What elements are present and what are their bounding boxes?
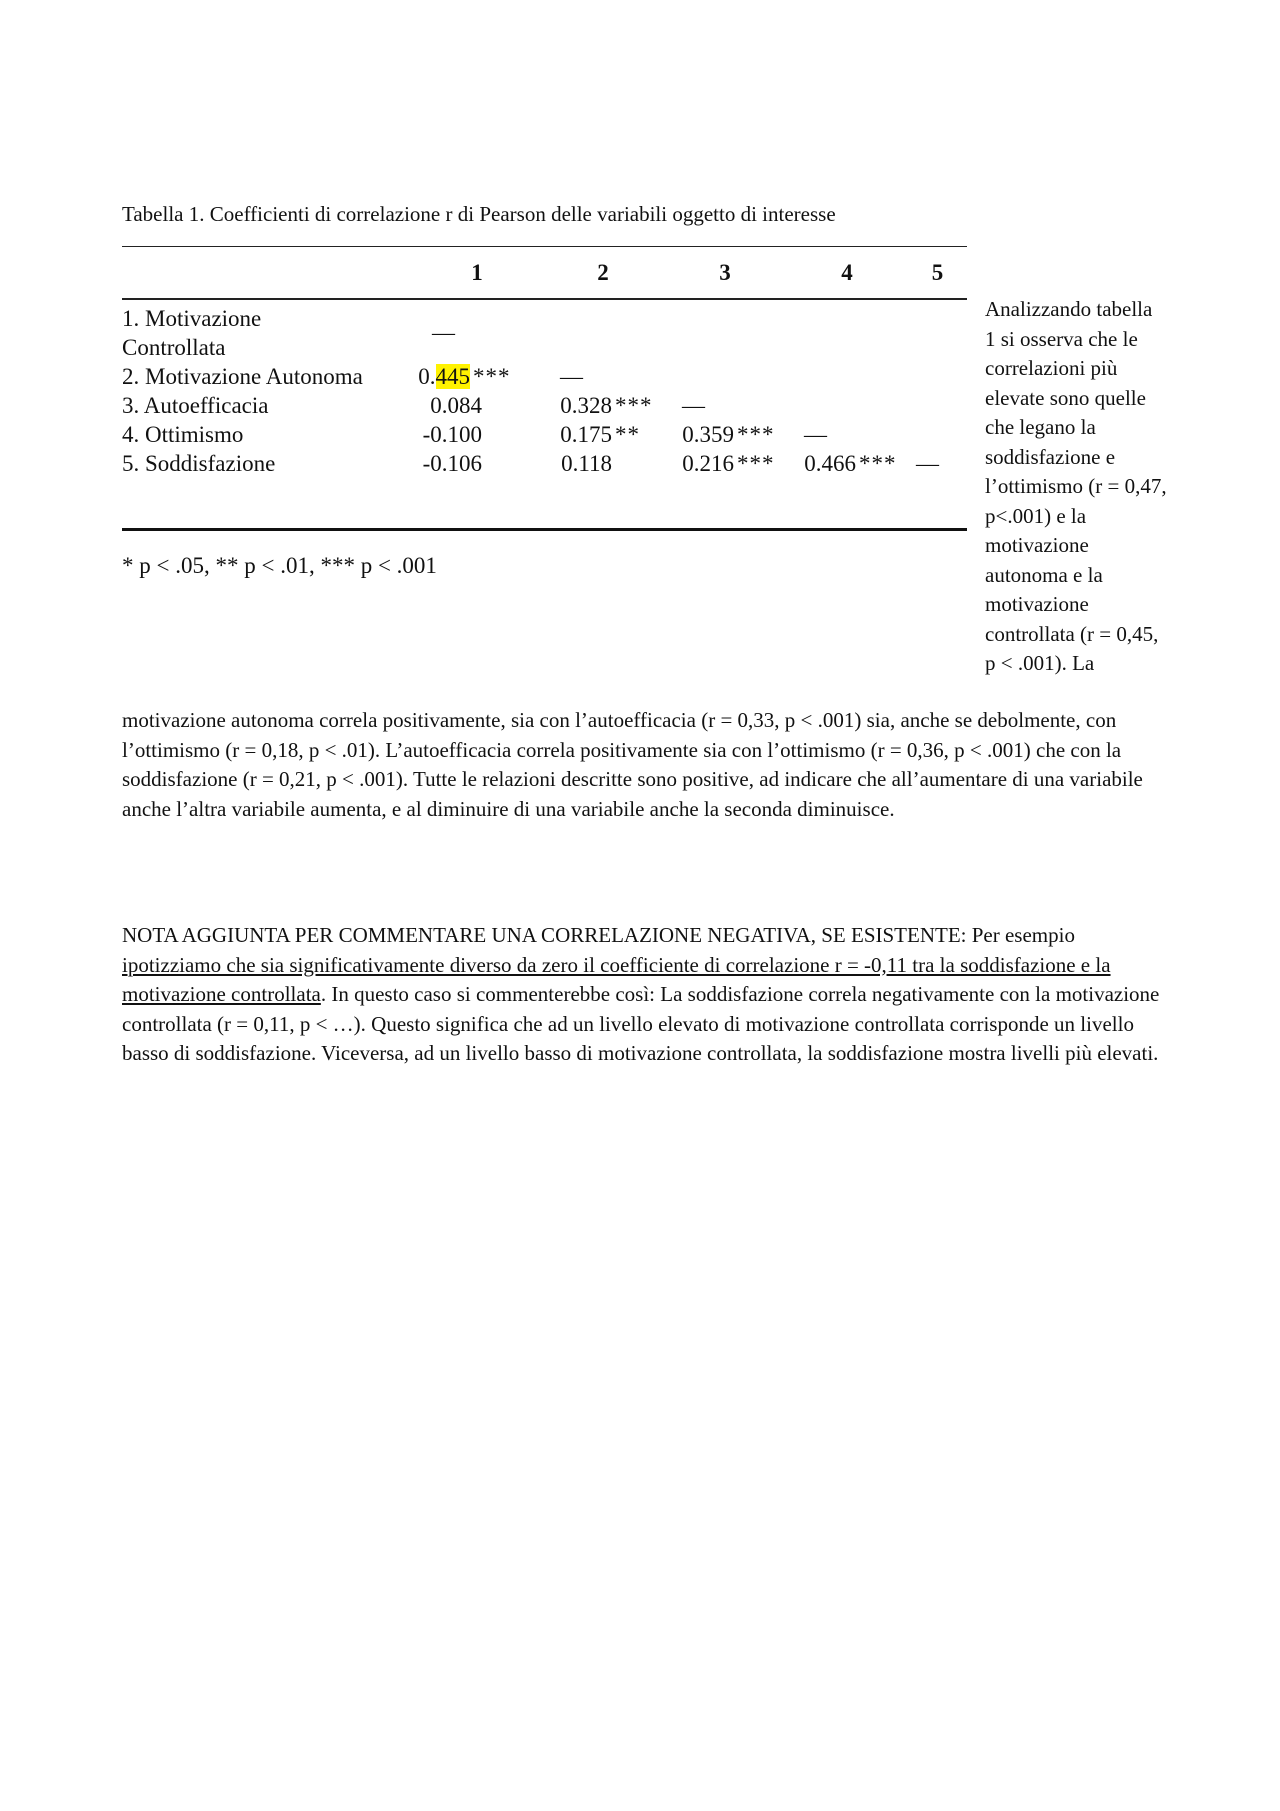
cell-value: 0.084 [430, 392, 482, 418]
note-underlined-text: ipotizziamo che sia significativamente diverso da zero il coefficiente di correlazione r = -0,11 tra la soddisfazione e la motivazione controllata [122, 952, 1111, 1006]
header-col-1: 1 [412, 247, 542, 299]
table-cell [412, 362, 542, 391]
table-header-row [122, 247, 967, 299]
row-label: 2. Motivazione Autonoma [122, 363, 363, 389]
table-row [122, 391, 967, 420]
cell-value: -0.106 [422, 450, 482, 476]
diagonal-dash: — [432, 320, 455, 345]
table-cell [412, 391, 542, 420]
row-label-line: Controllata [122, 334, 226, 360]
table-caption: Tabella 1. Coefficienti di correlazione r di Pearson delle variabili oggetto di interesse [122, 202, 836, 226]
cell-value: 0.175 [560, 421, 612, 447]
significance-stars: *** [615, 392, 653, 418]
significance-stars: ** [615, 421, 640, 447]
significance-stars: *** [737, 421, 775, 447]
table-cell [542, 449, 664, 478]
table-cell [786, 449, 908, 478]
table-row [122, 449, 967, 478]
note-intro: NOTA AGGIUNTA PER COMMENTARE UNA CORRELAZIONE NEGATIVA, SE ESISTENTE: Per esempio [122, 923, 1075, 947]
table-row [122, 299, 967, 362]
table-cell [542, 391, 664, 420]
diagonal-dash: — [916, 450, 939, 476]
table-cell [412, 420, 542, 449]
diagonal-dash: — [804, 421, 827, 447]
cell-value: 0.328 [560, 392, 612, 418]
diagonal-dash: — [682, 392, 705, 418]
header-empty [122, 247, 412, 299]
header-col-4: 4 [786, 247, 908, 299]
cell-value: 0.466 [804, 450, 856, 476]
cell-value: 0.216 [682, 450, 734, 476]
row-label [122, 299, 412, 362]
header-col-2: 2 [542, 247, 664, 299]
cell-value: 0.118 [561, 450, 612, 476]
row-label: 3. Autoefficacia [122, 392, 269, 418]
table-cell [664, 449, 786, 478]
table-cell [664, 420, 786, 449]
table-cell [542, 420, 664, 449]
significance-stars: *** [473, 363, 511, 389]
correlation-table [122, 246, 967, 531]
note-rest: . In questo caso si commenterebbe così: La soddisfazione correla negativamente con la motivazione controllata (r = 0,11, p < …). Questo significa che ad un livello elevato di motivazione controllata corrisponde un livello basso di soddisfazione. Viceversa, ad un livello basso di motivazione controllata, la soddisfazione mostra livelli più elevati. [122, 982, 1160, 1065]
table-row [122, 362, 967, 391]
table-bottom-rule [122, 478, 967, 530]
row-label: 5. Soddisfazione [122, 450, 276, 476]
body-paragraph: motivazione autonoma correla positivamente, sia con l’autoefficacia (r = 0,33, p < .001) sia, anche se debolmente, con l’ottimismo (r = 0,18, p < .01). L’autoefficacia correla positivamente sia con l’ottimismo (r = 0,36, p < .001) che con la soddisfazione (r = 0,21, p < .001). Tutte le relazioni descritte sono positive, ad indicare che all’aumentare di una variabile anche l’altra variabile aumenta, e al diminuire di una variabile anche la seconda diminuisce. [122, 708, 1143, 821]
cell-value: -0.100 [422, 421, 482, 447]
table-footnote: * p < .05, ** p < .01, *** p < .001 [122, 553, 437, 578]
significance-stars: *** [737, 450, 775, 476]
header-col-5: 5 [908, 247, 967, 299]
header-col-3: 3 [664, 247, 786, 299]
side-commentary: Analizzando tabella 1 si osserva che le correlazioni più elevate sono quelle che legano la soddisfazione e l’ottimismo (r = 0,47, p<.001) e la motivazione autonoma e la motivazione controllata (r = 0,45, p < .001). La [985, 297, 1167, 675]
diagonal-dash: — [560, 363, 583, 389]
row-label-line: 1. Motivazione [122, 305, 262, 331]
note-paragraph [122, 921, 1167, 1069]
cell-value: 0.359 [682, 421, 734, 447]
cell-value-prefix: 0. [418, 363, 436, 389]
significance-stars: *** [859, 450, 897, 476]
highlighted-value: 445 [435, 363, 470, 389]
table-row [122, 420, 967, 449]
table-cell [412, 449, 542, 478]
row-label: 4. Ottimismo [122, 421, 244, 447]
